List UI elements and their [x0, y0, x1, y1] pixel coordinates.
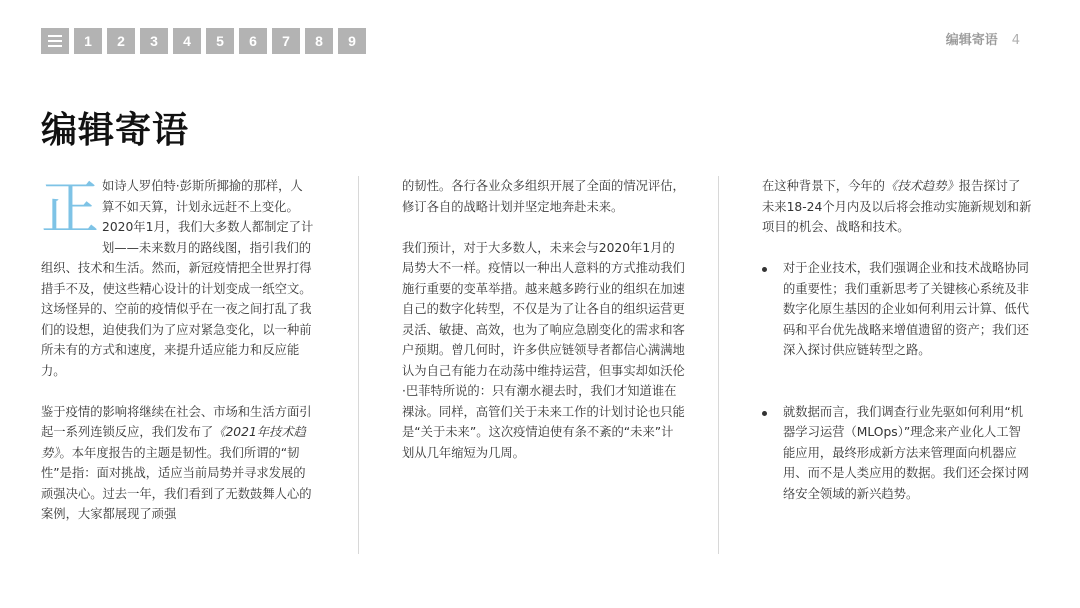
page-number: 4 [1011, 33, 1020, 48]
page-button-5[interactable]: 5 [206, 28, 234, 54]
paragraph [762, 176, 1032, 238]
menu-icon [48, 35, 62, 47]
report-title: 《2021年技术趋势》 [41, 425, 306, 460]
page-button-7[interactable]: 7 [272, 28, 300, 54]
page-button-2[interactable]: 2 [107, 28, 135, 54]
bullet-icon [762, 411, 767, 416]
page-navigation [41, 28, 366, 54]
running-header [946, 29, 1020, 48]
paragraph: 的韧性。各行各业众多组织开展了全面的情况评估，修订各自的战略计划并坚定地奔赴未来。 [402, 179, 685, 214]
report-title: 《技术趋势》 [884, 179, 959, 193]
bullet-list [762, 258, 1032, 504]
column-divider [718, 176, 719, 554]
text-column-2 [402, 176, 685, 484]
page-button-6[interactable]: 6 [239, 28, 267, 54]
paragraph [41, 176, 314, 381]
page-button-1[interactable]: 1 [74, 28, 102, 54]
text-column-1 [41, 176, 314, 545]
list-item-text: 就数据而言，我们调查行业先驱如何利用“机器学习运营（MLOps）”理念来产业化人工智能应用，最终形成新方法来管理面向机器应用、而不是人类应用的数据。我们还会探讨网络安全领域的新兴趋势。 [783, 404, 1029, 501]
paragraph: 我们预计，对于大多数人，未来会与2020年1月的局势大不一样。疫情以一种出人意料的方式推动我们施行重要的变革举措。越来越多跨行业的组织在加速自己的数字化转型，不仅是为了让各自的组织运营更灵活、敏捷、高效，也为了响应急剧变化的需求和客户预期。曾几何时，许多供应链领导者都信心满满地认为自己有能力在动荡中维持运营，但事实却如沃伦·巴菲特所说的：只有潮水褪去时，我们才知道谁在裸泳。同样，高管们关于未来工作的计划讨论也只能是“关于未来”。这次疫情迫使有条不紊的“未来”计划从几年缩短为几周。 [402, 240, 685, 460]
list-item [762, 258, 1032, 361]
text-column-3 [762, 176, 1032, 504]
page-button-3[interactable]: 3 [140, 28, 168, 54]
paragraph-text: 。本年度报告的主题是韧性。我们所谓的“韧性”是指：面对挑战，适应当前局势并寻求发展的顽强决心。过去一年，我们看到了无数鼓舞人心的案例，大家都展现了顽强 [41, 445, 312, 521]
section-name: 编辑寄语 [945, 33, 998, 48]
page-button-8[interactable]: 8 [305, 28, 333, 54]
column-divider [358, 176, 359, 554]
paragraph-text: 鉴于疫情的影响将继续在社会、市场和生活方面引起一系列连锁反应，我们发布了 [41, 404, 312, 439]
drop-cap: 正 [41, 174, 100, 242]
paragraph [41, 402, 314, 525]
paragraph-text: 在这种背景下，今年的 [762, 179, 885, 193]
bullet-icon [762, 267, 767, 272]
paragraph-text: 报告探讨了未来18-24个月内及以后将会推动实施新规划和新项目的机会、战略和技术。 [762, 179, 1032, 234]
page-button-4[interactable]: 4 [173, 28, 201, 54]
page-title: 编辑寄语 [41, 110, 190, 151]
menu-button[interactable] [41, 28, 69, 54]
page-button-9[interactable]: 9 [338, 28, 366, 54]
paragraph-text: 如诗人罗伯特·彭斯所揶揄的那样，人算不如天算，计划永远赶不上变化。2020年1月，我们大多数人都制定了计划——未来数月的路线图，指引我们的组织、技术和生活。然而，新冠疫情把全世界打得措手不及，使这些精心设计的计划变成一纸空文。这场怪异的、空前的疫情似乎在一夜之间打乱了我们的设想，迫使我们为了应对紧急变化，以一种前所未有的方式和速度，来提升适应能力和反应能力。 [41, 179, 314, 378]
list-item [762, 402, 1032, 505]
list-item-text: 对于企业技术，我们强调企业和技术战略协同的重要性；我们重新思考了关键核心系统及非数字化原生基因的企业如何利用云计算、低代码和平台优先战略来增值遗留的资产；我们还深入探讨供应链转型之路。 [783, 261, 1029, 357]
